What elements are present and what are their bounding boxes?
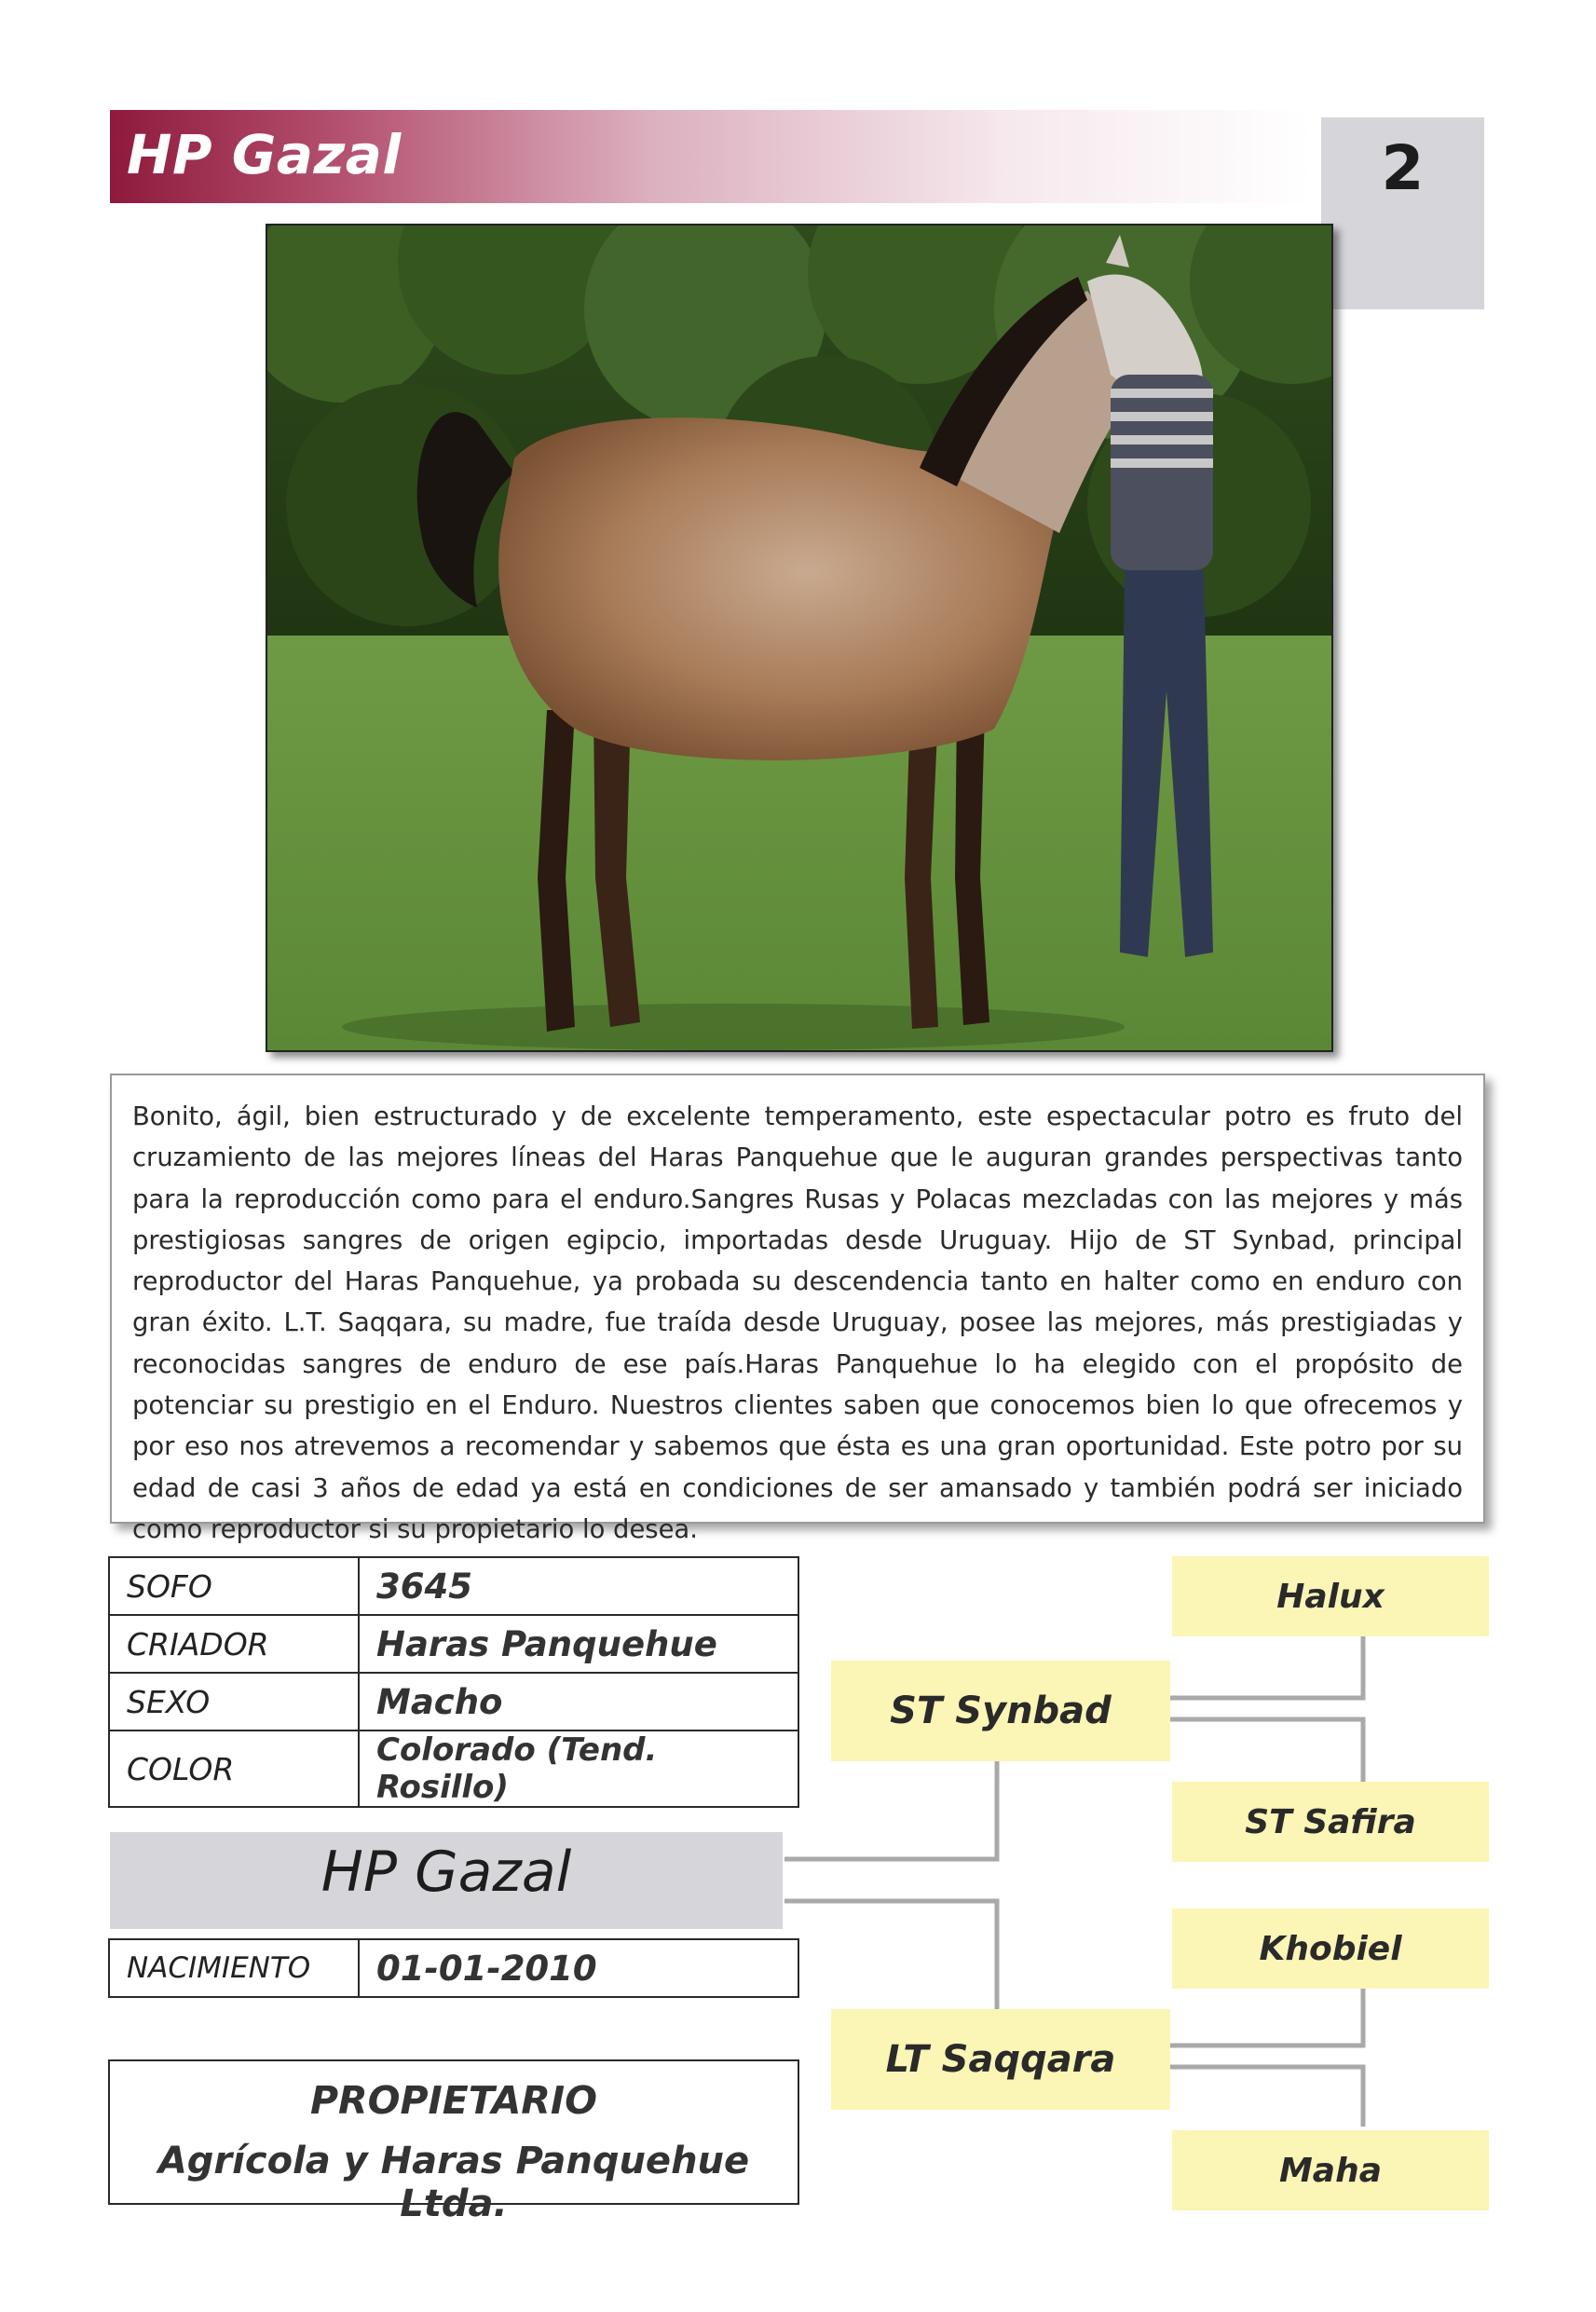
table-row <box>109 1615 798 1673</box>
description-text: Bonito, ágil, bien estructurado y de excelente temperamento, este espectacular potro es fruto del cruzamiento de las mejores líneas del Haras Panquehue que le auguran grandes perspectivas tanto para la reproducción como para el enduro.Sangres Rusas y Polacas mezcladas con las mejores y más prestigiosas sangres de origen egipcio, importadas desde Uruguay. Hijo de ST Synbad, principal reproductor del Haras Panquehue, ya probada su descendencia tanto en halter como en enduro con gran éxito. L.T. Saqqara, su madre, fue traída desde Uruguay, posee las mejores, más prestigiadas y reconocidas sangres de enduro de ese país.Haras Panquehue lo ha elegido con el propósito de potenciar su prestigio en el Enduro. Nuestros clientes saben que conocemos bien lo que ofrecemos y por eso nos atrevemos a recomendar y sabemos que ésta es una gran oportunidad. Este potro por su edad de casi 3 años de edad ya está en condiciones de ser amansado y también podrá ser iniciado como reproductor si su propietario lo desea. <box>132 1102 1463 1544</box>
page-number: 2 <box>1381 132 1425 204</box>
info-label: SEXO <box>109 1673 359 1731</box>
birth-label: NACIMIENTO <box>109 1939 359 1997</box>
owner-name: Agrícola y Haras Panquehue Ltda. <box>157 2140 750 2225</box>
line-dam-to-maha <box>1170 2067 1363 2127</box>
horse-photo <box>266 224 1333 1052</box>
pedigree-dam-sire: Khobiel <box>1172 1908 1489 1989</box>
line-to-sire <box>784 1761 997 1859</box>
horse-info-table <box>108 1556 799 1808</box>
birth-value: 01-01-2010 <box>359 1939 798 1997</box>
pedigree-dam-dam: Maha <box>1172 2130 1489 2210</box>
owner-box <box>108 2059 799 2225</box>
info-label: SOFO <box>109 1557 359 1615</box>
info-value: Colorado (Tend. Rosillo) <box>359 1731 798 1807</box>
info-value: 3645 <box>359 1557 798 1615</box>
line-dam-to-khobiel <box>1170 1985 1363 2045</box>
line-sire-to-safira <box>1170 1719 1363 1782</box>
birth-table <box>108 1938 799 1998</box>
info-label: COLOR <box>109 1731 359 1807</box>
line-sire-to-halux <box>1170 1635 1363 1698</box>
horse-photo-illustration <box>267 226 1331 1050</box>
info-label: CRIADOR <box>109 1615 359 1673</box>
horse-name: HP Gazal <box>321 1840 572 1905</box>
pedigree-dam: LT Saqqara <box>831 2009 1170 2110</box>
table-row <box>109 1731 798 1807</box>
description-box <box>110 1074 1485 1544</box>
table-row <box>109 1673 798 1731</box>
info-value: Haras Panquehue <box>359 1615 798 1673</box>
table-row <box>109 1939 798 1997</box>
line-to-dam <box>784 1901 997 2015</box>
info-value: Macho <box>359 1673 798 1731</box>
pedigree-sire-dam: ST Safira <box>1172 1782 1489 1862</box>
owner-label: PROPIETARIO <box>310 2078 597 2123</box>
page-title: HP Gazal <box>127 123 402 186</box>
pedigree-sire-sire: Halux <box>1172 1556 1489 1636</box>
pedigree-sire: ST Synbad <box>831 1661 1170 1761</box>
table-row <box>109 1557 798 1615</box>
